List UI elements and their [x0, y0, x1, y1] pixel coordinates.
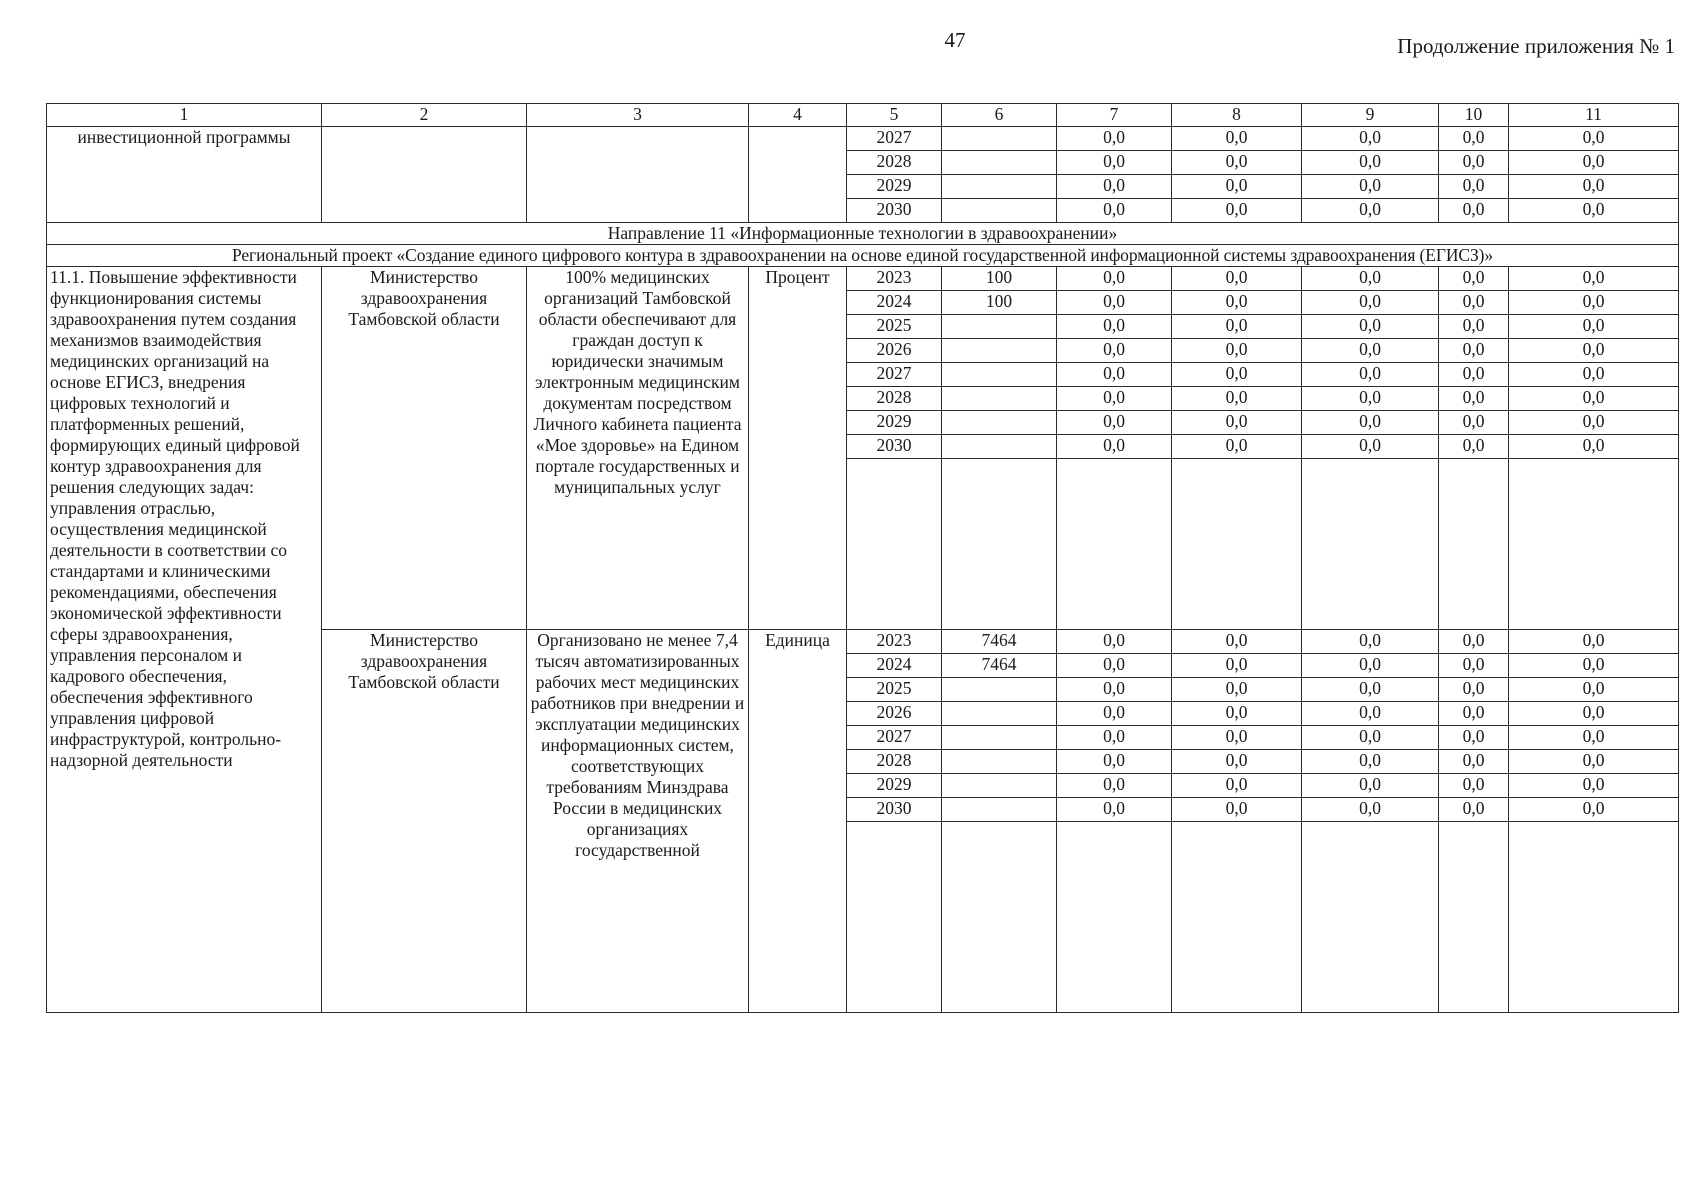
value-cell-v10: 0,0 — [1439, 750, 1509, 774]
value-cell-v6 — [942, 363, 1057, 387]
value-cell-v9: 0,0 — [1302, 387, 1439, 411]
year-cell: 2025 — [847, 678, 942, 702]
year-cell: 2027 — [847, 726, 942, 750]
year-cell: 2028 — [847, 151, 942, 175]
empty-cell — [1439, 822, 1509, 1013]
value-cell-v8: 0,0 — [1172, 750, 1302, 774]
empty-cell — [1302, 822, 1439, 1013]
value-cell-v10: 0,0 — [1439, 702, 1509, 726]
column-header: 8 — [1172, 104, 1302, 127]
value-cell-v9: 0,0 — [1302, 702, 1439, 726]
value-cell-v10: 0,0 — [1439, 363, 1509, 387]
value-cell-v8: 0,0 — [1172, 678, 1302, 702]
value-cell-v11: 0,0 — [1509, 127, 1679, 151]
value-cell-v6 — [942, 702, 1057, 726]
value-cell-v8: 0,0 — [1172, 267, 1302, 291]
value-cell-v11: 0,0 — [1509, 199, 1679, 223]
value-cell-v7: 0,0 — [1057, 151, 1172, 175]
value-cell-v11: 0,0 — [1509, 267, 1679, 291]
column-header: 5 — [847, 104, 942, 127]
value-cell-v7: 0,0 — [1057, 291, 1172, 315]
value-cell-v11: 0,0 — [1509, 750, 1679, 774]
executor-cell: Министерство здравоохранения Тамбовской области — [322, 630, 527, 1013]
empty-cell — [1057, 459, 1172, 630]
empty-cell — [942, 459, 1057, 630]
indicator-cell: Организовано не менее 7,4 тысяч автоматизированных рабочих мест медицинских работников при внедрении и эксплуатации медицинских информационных систем, соответствующих требованиям Минздрава России в медицинских организациях государственной — [527, 630, 749, 1013]
year-cell: 2026 — [847, 339, 942, 363]
value-cell-v8: 0,0 — [1172, 435, 1302, 459]
column-header: 9 — [1302, 104, 1439, 127]
value-cell-v10: 0,0 — [1439, 175, 1509, 199]
value-cell-v7: 0,0 — [1057, 726, 1172, 750]
unit-cell — [749, 127, 847, 223]
measure-cell: инвестиционной программы — [47, 127, 322, 223]
value-cell-v10: 0,0 — [1439, 267, 1509, 291]
page-caption: Продолжение приложения № 1 — [1397, 34, 1675, 58]
empty-cell — [1509, 459, 1679, 630]
value-cell-v6 — [942, 435, 1057, 459]
value-cell-v10: 0,0 — [1439, 798, 1509, 822]
value-cell-v11: 0,0 — [1509, 315, 1679, 339]
value-cell-v10: 0,0 — [1439, 291, 1509, 315]
value-cell-v7: 0,0 — [1057, 339, 1172, 363]
column-header: 6 — [942, 104, 1057, 127]
value-cell-v8: 0,0 — [1172, 411, 1302, 435]
column-header: 11 — [1509, 104, 1679, 127]
value-cell-v8: 0,0 — [1172, 175, 1302, 199]
value-cell-v6 — [942, 798, 1057, 822]
value-cell-v9: 0,0 — [1302, 363, 1439, 387]
empty-cell — [1172, 822, 1302, 1013]
value-cell-v11: 0,0 — [1509, 387, 1679, 411]
empty-cell — [1302, 459, 1439, 630]
value-cell-v6 — [942, 726, 1057, 750]
indicator-cell — [527, 127, 749, 223]
empty-cell — [1172, 459, 1302, 630]
year-cell: 2024 — [847, 654, 942, 678]
year-cell: 2029 — [847, 411, 942, 435]
value-cell-v11: 0,0 — [1509, 151, 1679, 175]
value-cell-v8: 0,0 — [1172, 315, 1302, 339]
value-cell-v11: 0,0 — [1509, 678, 1679, 702]
value-cell-v8: 0,0 — [1172, 654, 1302, 678]
value-cell-v8: 0,0 — [1172, 151, 1302, 175]
value-cell-v11: 0,0 — [1509, 411, 1679, 435]
empty-cell — [942, 822, 1057, 1013]
value-cell-v8: 0,0 — [1172, 702, 1302, 726]
value-cell-v11: 0,0 — [1509, 435, 1679, 459]
empty-cell — [847, 822, 942, 1013]
value-cell-v7: 0,0 — [1057, 678, 1172, 702]
year-cell: 2028 — [847, 750, 942, 774]
value-cell-v7: 0,0 — [1057, 774, 1172, 798]
value-cell-v11: 0,0 — [1509, 702, 1679, 726]
value-cell-v6 — [942, 774, 1057, 798]
value-cell-v9: 0,0 — [1302, 750, 1439, 774]
value-cell-v6 — [942, 678, 1057, 702]
value-cell-v9: 0,0 — [1302, 315, 1439, 339]
year-cell: 2030 — [847, 435, 942, 459]
value-cell-v7: 0,0 — [1057, 411, 1172, 435]
value-cell-v11: 0,0 — [1509, 726, 1679, 750]
value-cell-v9: 0,0 — [1302, 267, 1439, 291]
value-cell-v9: 0,0 — [1302, 798, 1439, 822]
value-cell-v11: 0,0 — [1509, 339, 1679, 363]
value-cell-v10: 0,0 — [1439, 387, 1509, 411]
value-cell-v8: 0,0 — [1172, 726, 1302, 750]
value-cell-v10: 0,0 — [1439, 726, 1509, 750]
column-header: 3 — [527, 104, 749, 127]
value-cell-v8: 0,0 — [1172, 798, 1302, 822]
value-cell-v7: 0,0 — [1057, 315, 1172, 339]
column-header: 4 — [749, 104, 847, 127]
value-cell-v11: 0,0 — [1509, 175, 1679, 199]
table-row — [47, 267, 1679, 291]
table-row — [47, 127, 1679, 151]
column-header: 1 — [47, 104, 322, 127]
value-cell-v8: 0,0 — [1172, 387, 1302, 411]
value-cell-v9: 0,0 — [1302, 774, 1439, 798]
value-cell-v9: 0,0 — [1302, 630, 1439, 654]
year-cell: 2029 — [847, 175, 942, 199]
value-cell-v11: 0,0 — [1509, 654, 1679, 678]
value-cell-v7: 0,0 — [1057, 702, 1172, 726]
year-cell: 2023 — [847, 267, 942, 291]
value-cell-v7: 0,0 — [1057, 267, 1172, 291]
value-cell-v10: 0,0 — [1439, 127, 1509, 151]
value-cell-v8: 0,0 — [1172, 127, 1302, 151]
value-cell-v6: 7464 — [942, 630, 1057, 654]
empty-cell — [847, 459, 942, 630]
value-cell-v11: 0,0 — [1509, 630, 1679, 654]
value-cell-v7: 0,0 — [1057, 199, 1172, 223]
value-cell-v7: 0,0 — [1057, 654, 1172, 678]
table-body — [47, 104, 1679, 1013]
value-cell-v7: 0,0 — [1057, 435, 1172, 459]
value-cell-v8: 0,0 — [1172, 363, 1302, 387]
value-cell-v6: 7464 — [942, 654, 1057, 678]
year-cell: 2025 — [847, 315, 942, 339]
column-header: 10 — [1439, 104, 1509, 127]
column-header: 7 — [1057, 104, 1172, 127]
value-cell-v9: 0,0 — [1302, 291, 1439, 315]
value-cell-v10: 0,0 — [1439, 774, 1509, 798]
value-cell-v10: 0,0 — [1439, 199, 1509, 223]
value-cell-v9: 0,0 — [1302, 199, 1439, 223]
year-cell: 2027 — [847, 363, 942, 387]
value-cell-v10: 0,0 — [1439, 678, 1509, 702]
value-cell-v6: 100 — [942, 267, 1057, 291]
unit-cell: Процент — [749, 267, 847, 630]
value-cell-v7: 0,0 — [1057, 127, 1172, 151]
value-cell-v6 — [942, 199, 1057, 223]
value-cell-v9: 0,0 — [1302, 127, 1439, 151]
value-cell-v8: 0,0 — [1172, 630, 1302, 654]
value-cell-v6 — [942, 127, 1057, 151]
value-cell-v7: 0,0 — [1057, 750, 1172, 774]
value-cell-v6 — [942, 175, 1057, 199]
year-cell: 2024 — [847, 291, 942, 315]
value-cell-v11: 0,0 — [1509, 798, 1679, 822]
program-table — [46, 103, 1679, 1013]
value-cell-v11: 0,0 — [1509, 363, 1679, 387]
year-cell: 2023 — [847, 630, 942, 654]
value-cell-v6 — [942, 750, 1057, 774]
value-cell-v6 — [942, 315, 1057, 339]
direction-title: Направление 11 «Информационные технологии в здравоохранении» — [47, 223, 1679, 245]
value-cell-v9: 0,0 — [1302, 175, 1439, 199]
project-row — [47, 245, 1679, 267]
value-cell-v6 — [942, 387, 1057, 411]
value-cell-v6 — [942, 339, 1057, 363]
page-number: 47 — [944, 28, 966, 52]
value-cell-v10: 0,0 — [1439, 411, 1509, 435]
executor-cell — [322, 127, 527, 223]
value-cell-v10: 0,0 — [1439, 315, 1509, 339]
value-cell-v8: 0,0 — [1172, 339, 1302, 363]
value-cell-v10: 0,0 — [1439, 151, 1509, 175]
empty-cell — [1057, 822, 1172, 1013]
project-title: Региональный проект «Создание единого цифрового контура в здравоохранении на основе единой государственной информационной системы здравоохранения (ЕГИСЗ)» — [47, 245, 1679, 267]
year-cell: 2028 — [847, 387, 942, 411]
value-cell-v10: 0,0 — [1439, 339, 1509, 363]
indicator-cell: 100% медицинских организаций Тамбовской области обеспечивают для граждан доступ к юридически значимым электронным медицинским документам посредством Личного кабинета пациента «Мое здоровье» на Едином портале государственных и муниципальных услуг — [527, 267, 749, 630]
value-cell-v9: 0,0 — [1302, 411, 1439, 435]
year-cell: 2026 — [847, 702, 942, 726]
column-number-row — [47, 104, 1679, 127]
value-cell-v9: 0,0 — [1302, 678, 1439, 702]
value-cell-v6 — [942, 151, 1057, 175]
direction-row — [47, 223, 1679, 245]
year-cell: 2029 — [847, 774, 942, 798]
value-cell-v7: 0,0 — [1057, 363, 1172, 387]
measure-description: 11.1. Повышение эффективности функционирования системы здравоохранения путем создания механизмов взаимодействия медицинских организаций на основе ЕГИСЗ, внедрения цифровых технологий и платформенных решений, формирующих единый цифровой контур здравоохранения для решения следующих задач: управления отраслью, осуществления медицинской деятельности в соответствии со стандартами и клиническими рекомендациями, обеспечения экономической эффективности сферы здравоохранения, управления персоналом и кадрового обеспечения, обеспечения эффективного управления цифровой инфраструктурой, контрольно-надзорной деятельности — [47, 267, 322, 1013]
value-cell-v8: 0,0 — [1172, 774, 1302, 798]
value-cell-v9: 0,0 — [1302, 339, 1439, 363]
year-cell: 2027 — [847, 127, 942, 151]
value-cell-v9: 0,0 — [1302, 151, 1439, 175]
value-cell-v6 — [942, 411, 1057, 435]
empty-cell — [1509, 822, 1679, 1013]
value-cell-v10: 0,0 — [1439, 435, 1509, 459]
value-cell-v8: 0,0 — [1172, 199, 1302, 223]
value-cell-v7: 0,0 — [1057, 630, 1172, 654]
value-cell-v8: 0,0 — [1172, 291, 1302, 315]
value-cell-v7: 0,0 — [1057, 387, 1172, 411]
column-header: 2 — [322, 104, 527, 127]
value-cell-v10: 0,0 — [1439, 654, 1509, 678]
executor-cell: Министерство здравоохранения Тамбовской области — [322, 267, 527, 630]
empty-cell — [1439, 459, 1509, 630]
value-cell-v11: 0,0 — [1509, 291, 1679, 315]
value-cell-v6: 100 — [942, 291, 1057, 315]
value-cell-v9: 0,0 — [1302, 435, 1439, 459]
value-cell-v7: 0,0 — [1057, 798, 1172, 822]
value-cell-v10: 0,0 — [1439, 630, 1509, 654]
unit-cell: Единица — [749, 630, 847, 1013]
value-cell-v11: 0,0 — [1509, 774, 1679, 798]
value-cell-v9: 0,0 — [1302, 726, 1439, 750]
year-cell: 2030 — [847, 798, 942, 822]
year-cell: 2030 — [847, 199, 942, 223]
value-cell-v7: 0,0 — [1057, 175, 1172, 199]
value-cell-v9: 0,0 — [1302, 654, 1439, 678]
